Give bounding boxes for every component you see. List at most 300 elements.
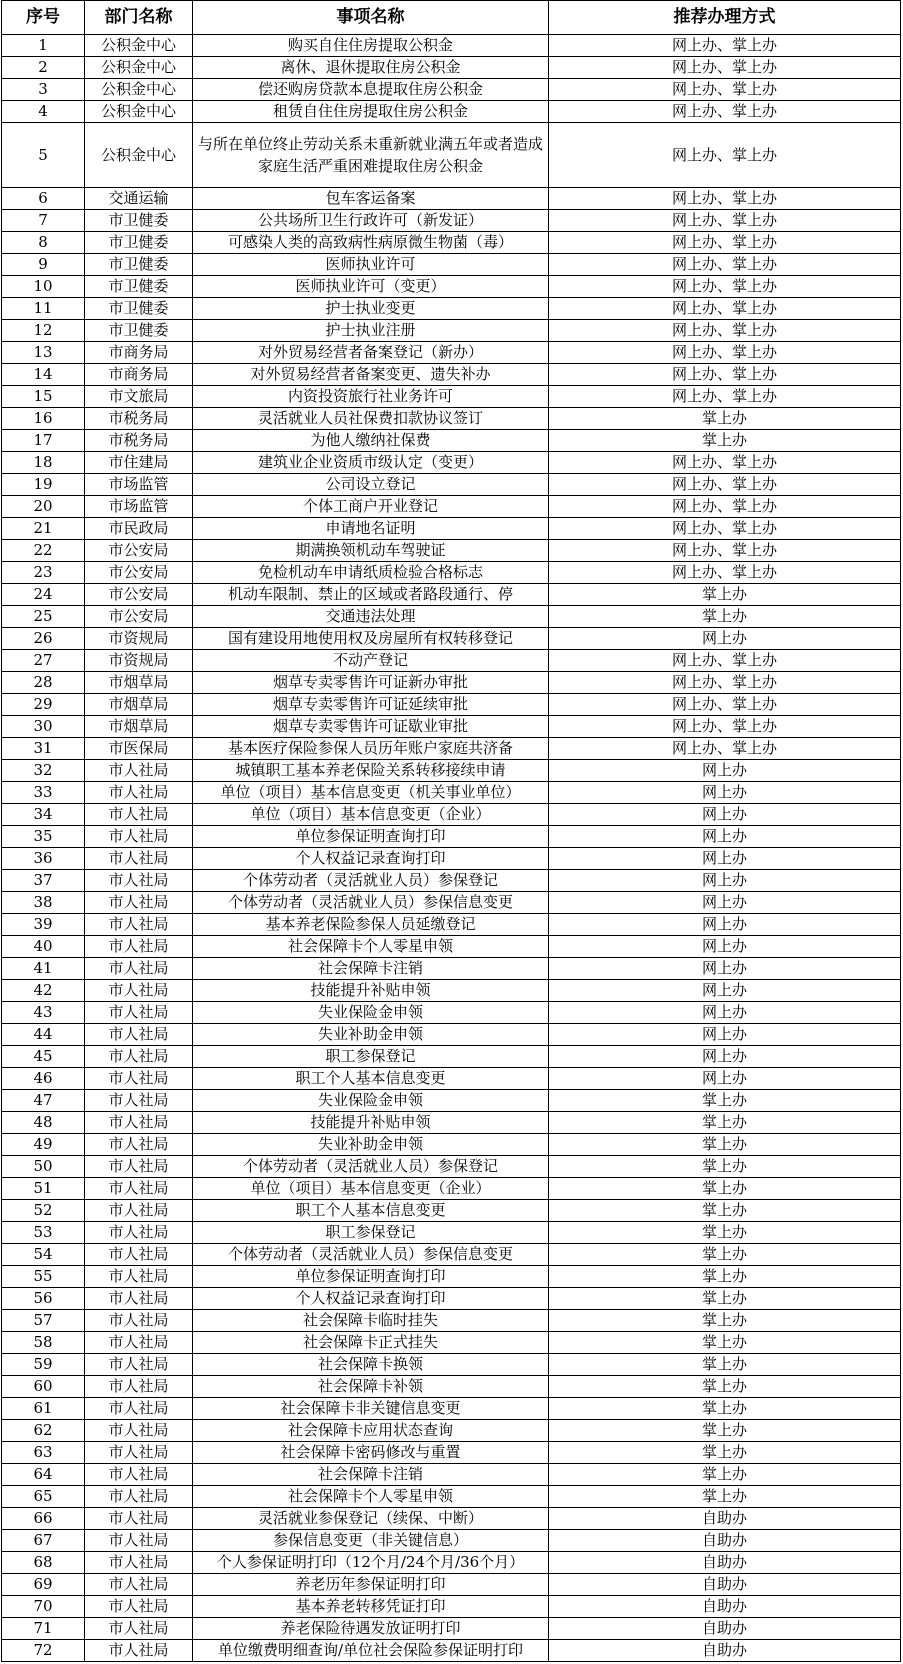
cell-method: 网上办 (549, 848, 901, 870)
table-row (2, 562, 901, 584)
table-row (2, 1464, 901, 1486)
table-row (2, 716, 901, 738)
cell-item-name: 社会保障卡应用状态查询 (193, 1420, 549, 1442)
table-row (2, 804, 901, 826)
cell-item-name: 包车客运备案 (193, 188, 549, 210)
cell-item-name: 医师执业许可 (193, 254, 549, 276)
cell-method: 自助办 (549, 1508, 901, 1530)
cell-item-name: 社会保障卡个人零星申领 (193, 936, 549, 958)
cell-method: 网上办、掌上办 (549, 738, 901, 760)
cell-department: 市卫健委 (85, 320, 193, 342)
cell-item-name: 社会保障卡注销 (193, 1464, 549, 1486)
cell-department: 市人社局 (85, 1244, 193, 1266)
table-row (2, 1046, 901, 1068)
cell-department: 市人社局 (85, 1178, 193, 1200)
table-row (2, 276, 901, 298)
cell-department: 市人社局 (85, 1420, 193, 1442)
cell-department: 市烟草局 (85, 672, 193, 694)
cell-item-name: 个人权益记录查询打印 (193, 1288, 549, 1310)
cell-department: 市人社局 (85, 936, 193, 958)
cell-department: 市住建局 (85, 452, 193, 474)
cell-method: 网上办、掌上办 (549, 518, 901, 540)
table-row (2, 1090, 901, 1112)
cell-method: 掌上办 (549, 1398, 901, 1420)
cell-index: 69 (2, 1574, 85, 1596)
cell-method: 网上办、掌上办 (549, 540, 901, 562)
cell-index: 22 (2, 540, 85, 562)
table-row (2, 1332, 901, 1354)
cell-item-name: 技能提升补贴申领 (193, 1112, 549, 1134)
cell-department: 市人社局 (85, 1508, 193, 1530)
cell-item-name: 失业保险金申领 (193, 1002, 549, 1024)
cell-item-name: 护士执业变更 (193, 298, 549, 320)
table-row (2, 650, 901, 672)
cell-method: 掌上办 (549, 1464, 901, 1486)
cell-method: 掌上办 (549, 1486, 901, 1508)
table-row (2, 1068, 901, 1090)
table-row (2, 1596, 901, 1618)
cell-index: 47 (2, 1090, 85, 1112)
cell-item-name: 社会保障卡正式挂失 (193, 1332, 549, 1354)
table-row (2, 1618, 901, 1640)
cell-department: 市人社局 (85, 848, 193, 870)
cell-method: 网上办、掌上办 (549, 210, 901, 232)
cell-method: 自助办 (549, 1530, 901, 1552)
cell-method: 掌上办 (549, 1112, 901, 1134)
cell-department: 市资规局 (85, 628, 193, 650)
cell-method: 网上办 (549, 628, 901, 650)
table-row (2, 1376, 901, 1398)
header-method: 推荐办理方式 (549, 1, 901, 35)
cell-department: 市公安局 (85, 606, 193, 628)
cell-method: 掌上办 (549, 1178, 901, 1200)
cell-item-name: 个体劳动者（灵活就业人员）参保信息变更 (193, 892, 549, 914)
cell-index: 52 (2, 1200, 85, 1222)
cell-method: 网上办、掌上办 (549, 101, 901, 123)
cell-index: 45 (2, 1046, 85, 1068)
cell-department: 市人社局 (85, 1574, 193, 1596)
cell-item-name: 单位（项目）基本信息变更（企业） (193, 804, 549, 826)
cell-department: 市人社局 (85, 1530, 193, 1552)
cell-item-name: 单位缴费明细查询/单位社会保险参保证明打印 (193, 1640, 549, 1662)
cell-index: 9 (2, 254, 85, 276)
cell-item-name: 基本医疗保险参保人员历年账户家庭共济备 (193, 738, 549, 760)
cell-method: 掌上办 (549, 1134, 901, 1156)
cell-method: 网上办 (549, 1002, 901, 1024)
table-row (2, 101, 901, 123)
cell-item-name: 不动产登记 (193, 650, 549, 672)
cell-method: 掌上办 (549, 408, 901, 430)
table-row (2, 57, 901, 79)
cell-department: 市人社局 (85, 1090, 193, 1112)
cell-department: 市卫健委 (85, 254, 193, 276)
cell-index: 15 (2, 386, 85, 408)
cell-index: 18 (2, 452, 85, 474)
cell-index: 38 (2, 892, 85, 914)
table-row (2, 1266, 901, 1288)
cell-index: 55 (2, 1266, 85, 1288)
cell-item-name: 参保信息变更（非关键信息） (193, 1530, 549, 1552)
cell-index: 23 (2, 562, 85, 584)
cell-index: 43 (2, 1002, 85, 1024)
cell-department: 公积金中心 (85, 101, 193, 123)
cell-index: 50 (2, 1156, 85, 1178)
cell-item-name: 离休、退休提取住房公积金 (193, 57, 549, 79)
table-row (2, 914, 901, 936)
cell-method: 掌上办 (549, 1332, 901, 1354)
cell-department: 市人社局 (85, 1266, 193, 1288)
cell-method: 自助办 (549, 1618, 901, 1640)
cell-department: 市人社局 (85, 1552, 193, 1574)
cell-method: 自助办 (549, 1574, 901, 1596)
cell-item-name: 社会保障卡注销 (193, 958, 549, 980)
cell-department: 市场监管 (85, 474, 193, 496)
cell-method: 网上办 (549, 804, 901, 826)
cell-method: 掌上办 (549, 1288, 901, 1310)
cell-item-name: 购买自住住房提取公积金 (193, 35, 549, 57)
cell-index: 51 (2, 1178, 85, 1200)
cell-department: 市人社局 (85, 1200, 193, 1222)
cell-department: 市税务局 (85, 430, 193, 452)
header-row (2, 1, 901, 35)
cell-item-name: 免检机动车申请纸质检验合格标志 (193, 562, 549, 584)
cell-method: 网上办 (549, 936, 901, 958)
table-row (2, 1574, 901, 1596)
cell-index: 12 (2, 320, 85, 342)
cell-item-name: 基本养老保险参保人员延缴登记 (193, 914, 549, 936)
table-row (2, 1442, 901, 1464)
cell-item-name: 单位参保证明查询打印 (193, 1266, 549, 1288)
cell-item-name: 个体劳动者（灵活就业人员）参保登记 (193, 870, 549, 892)
cell-method: 网上办、掌上办 (549, 79, 901, 101)
table-row (2, 1002, 901, 1024)
cell-department: 公积金中心 (85, 123, 193, 188)
cell-department: 市人社局 (85, 804, 193, 826)
cell-department: 市人社局 (85, 892, 193, 914)
table-row (2, 606, 901, 628)
cell-index: 1 (2, 35, 85, 57)
cell-item-name: 交通违法处理 (193, 606, 549, 628)
cell-department: 市人社局 (85, 870, 193, 892)
table-row (2, 342, 901, 364)
table-row (2, 1310, 901, 1332)
cell-method: 网上办、掌上办 (549, 342, 901, 364)
table-row (2, 1200, 901, 1222)
cell-method: 网上办、掌上办 (549, 496, 901, 518)
cell-item-name: 职工参保登记 (193, 1222, 549, 1244)
cell-item-name: 灵活就业人员社保费扣款协议签订 (193, 408, 549, 430)
cell-department: 市人社局 (85, 760, 193, 782)
table-row (2, 188, 901, 210)
cell-department: 市卫健委 (85, 210, 193, 232)
cell-index: 72 (2, 1640, 85, 1662)
cell-department: 市人社局 (85, 826, 193, 848)
cell-method: 网上办 (549, 980, 901, 1002)
cell-department: 市人社局 (85, 1046, 193, 1068)
cell-department: 公积金中心 (85, 79, 193, 101)
table-row (2, 35, 901, 57)
table-row (2, 1024, 901, 1046)
cell-index: 27 (2, 650, 85, 672)
cell-item-name: 烟草专卖零售许可证歇业审批 (193, 716, 549, 738)
cell-method: 掌上办 (549, 1222, 901, 1244)
table-row (2, 496, 901, 518)
cell-department: 市税务局 (85, 408, 193, 430)
cell-item-name: 社会保障卡临时挂失 (193, 1310, 549, 1332)
cell-index: 16 (2, 408, 85, 430)
table-row (2, 672, 901, 694)
cell-item-name: 基本养老转移凭证打印 (193, 1596, 549, 1618)
cell-department: 市医保局 (85, 738, 193, 760)
cell-method: 网上办、掌上办 (549, 364, 901, 386)
cell-department: 市商务局 (85, 342, 193, 364)
table-row (2, 1640, 901, 1662)
cell-method: 掌上办 (549, 1090, 901, 1112)
cell-item-name: 社会保障卡个人零星申领 (193, 1486, 549, 1508)
cell-index: 53 (2, 1222, 85, 1244)
cell-index: 48 (2, 1112, 85, 1134)
cell-item-name: 国有建设用地使用权及房屋所有权转移登记 (193, 628, 549, 650)
cell-index: 56 (2, 1288, 85, 1310)
cell-department: 市商务局 (85, 364, 193, 386)
cell-department: 市人社局 (85, 1024, 193, 1046)
cell-method: 网上办、掌上办 (549, 716, 901, 738)
cell-department: 市公安局 (85, 562, 193, 584)
cell-method: 自助办 (549, 1640, 901, 1662)
cell-method: 掌上办 (549, 430, 901, 452)
cell-method: 网上办、掌上办 (549, 672, 901, 694)
cell-index: 44 (2, 1024, 85, 1046)
cell-method: 网上办 (549, 1024, 901, 1046)
cell-index: 29 (2, 694, 85, 716)
cell-index: 2 (2, 57, 85, 79)
cell-department: 市人社局 (85, 1332, 193, 1354)
cell-index: 10 (2, 276, 85, 298)
table-row (2, 1420, 901, 1442)
cell-index: 42 (2, 980, 85, 1002)
cell-department: 市公安局 (85, 584, 193, 606)
cell-index: 8 (2, 232, 85, 254)
cell-department: 市烟草局 (85, 694, 193, 716)
cell-method: 网上办、掌上办 (549, 452, 901, 474)
cell-method: 网上办、掌上办 (549, 386, 901, 408)
table-row (2, 1178, 901, 1200)
cell-department: 市卫健委 (85, 232, 193, 254)
cell-index: 34 (2, 804, 85, 826)
table-row (2, 474, 901, 496)
cell-item-name: 灵活就业参保登记（续保、中断） (193, 1508, 549, 1530)
cell-index: 31 (2, 738, 85, 760)
cell-department: 市公安局 (85, 540, 193, 562)
cell-index: 35 (2, 826, 85, 848)
cell-item-name: 内资投资旅行社业务许可 (193, 386, 549, 408)
table-row (2, 298, 901, 320)
table-row (2, 1134, 901, 1156)
cell-method: 网上办、掌上办 (549, 474, 901, 496)
cell-method: 网上办 (549, 870, 901, 892)
table-row (2, 1398, 901, 1420)
cell-index: 24 (2, 584, 85, 606)
cell-index: 28 (2, 672, 85, 694)
cell-item-name: 失业保险金申领 (193, 1090, 549, 1112)
cell-index: 67 (2, 1530, 85, 1552)
cell-method: 网上办 (549, 958, 901, 980)
cell-method: 网上办、掌上办 (549, 254, 901, 276)
table-row (2, 364, 901, 386)
cell-item-name: 烟草专卖零售许可证新办审批 (193, 672, 549, 694)
cell-item-name: 单位（项目）基本信息变更（机关事业单位） (193, 782, 549, 804)
table-row (2, 1486, 901, 1508)
cell-method: 网上办、掌上办 (549, 57, 901, 79)
cell-item-name: 租赁自住住房提取住房公积金 (193, 101, 549, 123)
cell-index: 21 (2, 518, 85, 540)
cell-department: 市人社局 (85, 1112, 193, 1134)
table-row (2, 1552, 901, 1574)
table-row (2, 232, 901, 254)
cell-index: 5 (2, 123, 85, 188)
header-item-name: 事项名称 (193, 1, 549, 35)
cell-index: 20 (2, 496, 85, 518)
cell-method: 掌上办 (549, 1310, 901, 1332)
cell-department: 市卫健委 (85, 298, 193, 320)
cell-index: 36 (2, 848, 85, 870)
cell-index: 46 (2, 1068, 85, 1090)
cell-item-name: 职工参保登记 (193, 1046, 549, 1068)
cell-item-name: 养老历年参保证明打印 (193, 1574, 549, 1596)
cell-method: 网上办 (549, 1068, 901, 1090)
cell-index: 33 (2, 782, 85, 804)
cell-item-name: 城镇职工基本养老保险关系转移接续申请 (193, 760, 549, 782)
cell-item-name: 机动车限制、禁止的区域或者路段通行、停 (193, 584, 549, 606)
cell-index: 32 (2, 760, 85, 782)
table-row (2, 1156, 901, 1178)
cell-method: 自助办 (549, 1596, 901, 1618)
cell-index: 63 (2, 1442, 85, 1464)
cell-method: 掌上办 (549, 1354, 901, 1376)
table-row (2, 320, 901, 342)
table-row (2, 386, 901, 408)
table-row (2, 1530, 901, 1552)
cell-item-name: 对外贸易经营者备案登记（新办） (193, 342, 549, 364)
table-row (2, 980, 901, 1002)
cell-method: 网上办、掌上办 (549, 298, 901, 320)
cell-item-name: 个人参保证明打印（12个月/24个月/36个月） (193, 1552, 549, 1574)
cell-method: 掌上办 (549, 584, 901, 606)
table-row (2, 738, 901, 760)
table-row (2, 936, 901, 958)
cell-department: 市资规局 (85, 650, 193, 672)
cell-item-name: 单位参保证明查询打印 (193, 826, 549, 848)
cell-index: 26 (2, 628, 85, 650)
cell-method: 掌上办 (549, 1200, 901, 1222)
cell-index: 25 (2, 606, 85, 628)
cell-department: 市人社局 (85, 1002, 193, 1024)
cell-department: 市人社局 (85, 1068, 193, 1090)
table-row (2, 1508, 901, 1530)
cell-method: 网上办 (549, 914, 901, 936)
cell-item-name: 为他人缴纳社保费 (193, 430, 549, 452)
cell-item-name: 公司设立登记 (193, 474, 549, 496)
cell-item-name: 养老保险待遇发放证明打印 (193, 1618, 549, 1640)
cell-method: 网上办、掌上办 (549, 694, 901, 716)
cell-department: 交通运输 (85, 188, 193, 210)
cell-item-name: 技能提升补贴申领 (193, 980, 549, 1002)
cell-index: 60 (2, 1376, 85, 1398)
cell-method: 网上办 (549, 782, 901, 804)
cell-department: 市人社局 (85, 914, 193, 936)
cell-department: 市人社局 (85, 1222, 193, 1244)
cell-method: 网上办 (549, 826, 901, 848)
table-row (2, 826, 901, 848)
cell-item-name: 失业补助金申领 (193, 1134, 549, 1156)
table-row (2, 430, 901, 452)
cell-item-name: 社会保障卡补领 (193, 1376, 549, 1398)
cell-method: 掌上办 (549, 1244, 901, 1266)
cell-department: 公积金中心 (85, 57, 193, 79)
cell-department: 市人社局 (85, 1596, 193, 1618)
cell-item-name: 个体劳动者（灵活就业人员）参保信息变更 (193, 1244, 549, 1266)
cell-department: 市人社局 (85, 1156, 193, 1178)
table-row (2, 782, 901, 804)
cell-department: 市人社局 (85, 1442, 193, 1464)
cell-method: 自助办 (549, 1552, 901, 1574)
cell-index: 7 (2, 210, 85, 232)
cell-method: 网上办 (549, 1046, 901, 1068)
cell-department: 市民政局 (85, 518, 193, 540)
cell-method: 网上办、掌上办 (549, 188, 901, 210)
table-row (2, 958, 901, 980)
cell-item-name: 对外贸易经营者备案变更、遗失补办 (193, 364, 549, 386)
cell-index: 49 (2, 1134, 85, 1156)
cell-index: 57 (2, 1310, 85, 1332)
cell-method: 掌上办 (549, 606, 901, 628)
cell-index: 62 (2, 1420, 85, 1442)
table-row (2, 123, 901, 188)
table-row (2, 1354, 901, 1376)
cell-item-name: 失业补助金申领 (193, 1024, 549, 1046)
table-row (2, 584, 901, 606)
cell-method: 网上办、掌上办 (549, 35, 901, 57)
cell-method: 网上办、掌上办 (549, 562, 901, 584)
cell-department: 市人社局 (85, 782, 193, 804)
service-items-table (1, 0, 901, 1662)
cell-department: 市人社局 (85, 1288, 193, 1310)
cell-item-name: 社会保障卡非关键信息变更 (193, 1398, 549, 1420)
cell-method: 网上办、掌上办 (549, 320, 901, 342)
cell-item-name: 单位（项目）基本信息变更（企业） (193, 1178, 549, 1200)
cell-method: 掌上办 (549, 1442, 901, 1464)
cell-department: 公积金中心 (85, 35, 193, 57)
cell-item-name: 社会保障卡密码修改与重置 (193, 1442, 549, 1464)
cell-department: 市文旅局 (85, 386, 193, 408)
cell-method: 掌上办 (549, 1266, 901, 1288)
table-body (2, 35, 901, 1662)
cell-item-name: 医师执业许可（变更） (193, 276, 549, 298)
cell-department: 市人社局 (85, 1640, 193, 1662)
cell-item-name: 护士执业注册 (193, 320, 549, 342)
cell-item-name: 个人权益记录查询打印 (193, 848, 549, 870)
cell-index: 19 (2, 474, 85, 496)
table-row (2, 870, 901, 892)
cell-item-name: 个体工商户开业登记 (193, 496, 549, 518)
table-row (2, 1222, 901, 1244)
cell-item-name: 职工个人基本信息变更 (193, 1200, 549, 1222)
table-row (2, 408, 901, 430)
cell-index: 3 (2, 79, 85, 101)
table-row (2, 1244, 901, 1266)
cell-method: 网上办、掌上办 (549, 276, 901, 298)
cell-index: 13 (2, 342, 85, 364)
